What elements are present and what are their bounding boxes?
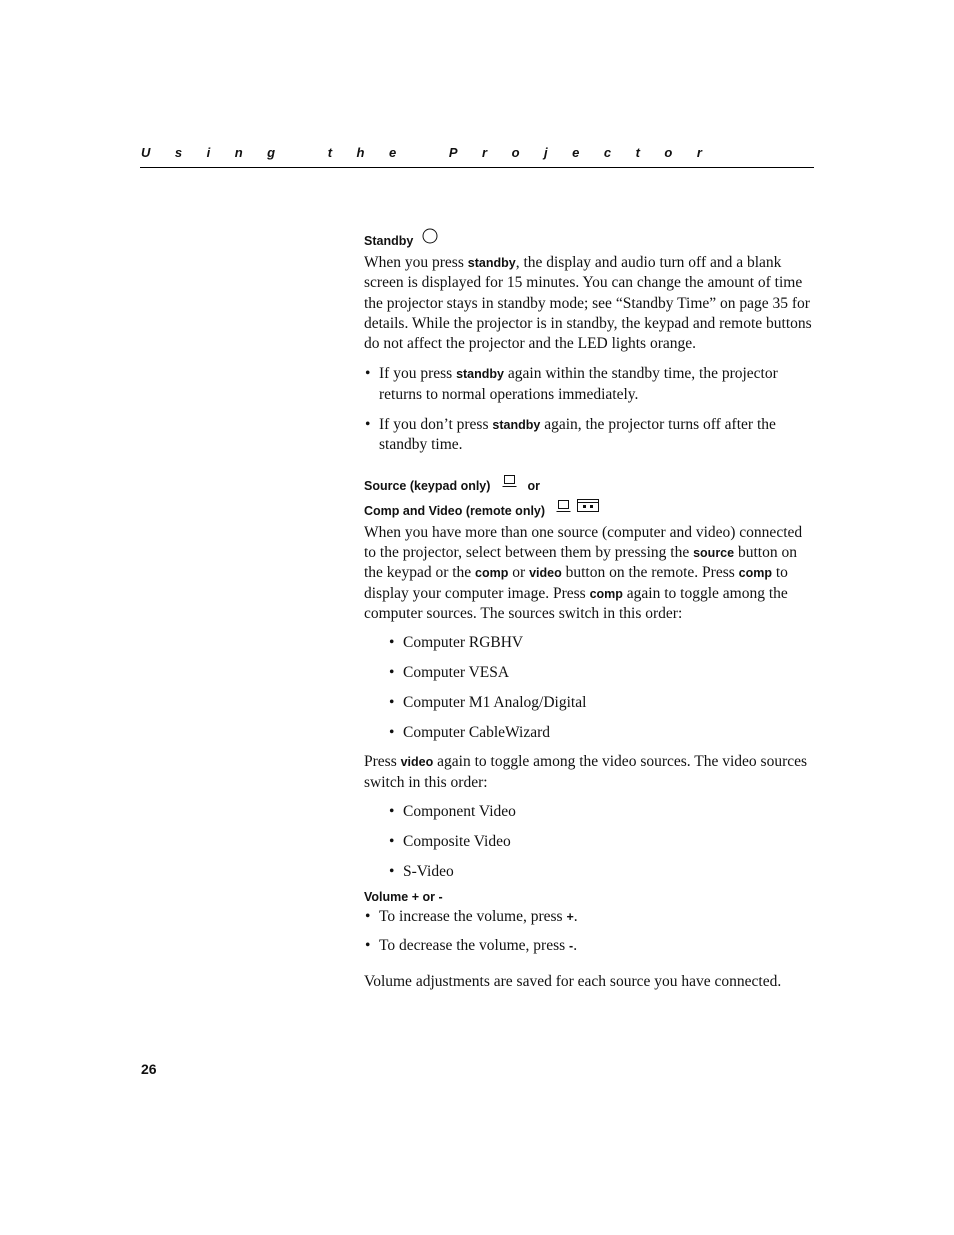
main-content bbox=[364, 229, 814, 993]
source-paragraph bbox=[364, 523, 814, 624]
keyword-comp: comp bbox=[475, 566, 509, 581]
header-rule bbox=[140, 167, 814, 168]
text: again to toggle among the computer sources. The sources switch in this order: bbox=[364, 584, 788, 622]
keyword-comp: comp bbox=[589, 586, 623, 601]
list-item: • Computer VESA bbox=[364, 663, 814, 683]
source-heading bbox=[364, 474, 814, 498]
volume-heading bbox=[364, 887, 814, 907]
keyword-source: source bbox=[693, 545, 735, 560]
keyword-video: video bbox=[529, 566, 562, 581]
text: button on the remote. Press bbox=[561, 564, 739, 582]
or-label: or bbox=[527, 478, 540, 493]
text: to display your computer image. Press bbox=[364, 564, 788, 602]
standby-paragraph bbox=[364, 253, 814, 354]
text: If you press bbox=[379, 365, 457, 383]
text: Press bbox=[364, 753, 401, 771]
keyword-minus: - bbox=[569, 939, 574, 954]
list-item: • Computer CableWizard bbox=[364, 723, 814, 743]
page-number: 26 bbox=[141, 1061, 157, 1077]
list-item: • Computer RGBHV bbox=[364, 633, 814, 653]
power-circle-icon bbox=[422, 228, 438, 248]
keyword-plus: + bbox=[566, 909, 574, 924]
standby-bullet-list bbox=[364, 364, 814, 455]
text: If you don’t press bbox=[379, 416, 493, 434]
computer-sources-list bbox=[364, 633, 814, 743]
comp-video-heading bbox=[364, 499, 814, 523]
keyword-comp: comp bbox=[738, 566, 772, 581]
text: . bbox=[573, 937, 578, 955]
list-item: • Computer M1 Analog/Digital bbox=[364, 693, 814, 713]
video-paragraph bbox=[364, 752, 814, 793]
text: again, the projector turns off after the standby time. bbox=[379, 416, 776, 454]
keyword-standby: standby bbox=[492, 418, 541, 433]
list-item: • Composite Video bbox=[364, 832, 814, 852]
text: button on the keypad or the bbox=[364, 543, 797, 582]
list-item bbox=[364, 936, 814, 956]
running-head: Using the Projector bbox=[141, 145, 727, 160]
list-item: • S-Video bbox=[364, 862, 814, 882]
standby-heading-label: Standby bbox=[364, 234, 414, 248]
volume-bullet-list bbox=[364, 907, 814, 957]
list-item: • Component Video bbox=[364, 802, 814, 822]
text: again to toggle among the video sources. The video sources switch in this order: bbox=[364, 753, 808, 791]
text: To decrease the volume, press bbox=[379, 937, 570, 955]
list-item bbox=[364, 364, 814, 405]
text: To increase the volume, press bbox=[379, 907, 567, 925]
volume-note: Volume adjustments are saved for each source you have connected. bbox=[364, 973, 782, 991]
volume-heading-label: Volume + or - bbox=[364, 889, 443, 904]
list-item bbox=[364, 415, 814, 456]
source-heading-label: Source (keypad only) bbox=[364, 478, 491, 493]
text: or bbox=[508, 564, 530, 582]
standby-heading bbox=[364, 229, 814, 253]
comp-video-heading-label: Comp and Video (remote only) bbox=[364, 503, 546, 518]
video-icon bbox=[577, 499, 599, 516]
list-item bbox=[364, 907, 814, 927]
keyword-video: video bbox=[400, 755, 434, 770]
text: again within the standby time, the projector returns to normal operations immediately. bbox=[379, 365, 778, 403]
computer-icon bbox=[502, 474, 517, 492]
text: When you press bbox=[364, 254, 468, 271]
text: . bbox=[573, 907, 578, 925]
keyword-standby: standby bbox=[456, 367, 504, 382]
keyword-standby: standby bbox=[467, 256, 516, 270]
text: , the display and audio turn off and a blank screen is displayed for 15 minutes. You can change the amount of time the projector stays in standby mode; see “Standby Time” on page 35 for details. While the projector is in standby, the keypad and remote buttons do not affect the projector and the LED lights orange. bbox=[364, 254, 812, 353]
computer-icon bbox=[556, 499, 571, 517]
text: When you have more than one source (computer and video) connected to the projector, select between them by pressing the bbox=[364, 523, 803, 561]
video-sources-list bbox=[364, 802, 814, 882]
